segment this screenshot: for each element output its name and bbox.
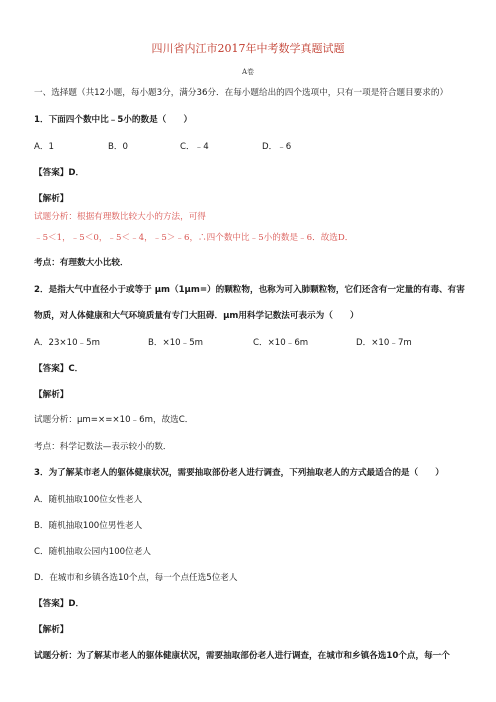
q1-answer: 【答案】D． [34, 168, 85, 178]
q2-analysis-label: 【解析】 [34, 390, 69, 400]
q1-option-a: A．1 [34, 142, 54, 152]
q1-analysis-line-1: 试题分析：根据有理数比较大小的方法，可得 [34, 212, 206, 222]
q1-analysis-line-2: ﹣5＜1，﹣5＜0，﹣5＜﹣4，﹣5＞﹣6，∴四个数中比﹣5小的数是﹣6．故选D． [34, 233, 354, 243]
q3-analysis-line-1: 试题分析：为了解某市老人的躯体健康状况，需要抽取部份老人进行调查，在城市和乡镇各选10个点，每一个 [34, 651, 450, 661]
q1-option-b: B．0 [108, 142, 128, 152]
page-title: 四川省内江市2017年中考数学真题试题 [151, 42, 345, 55]
q1-option-d: D．﹣6 [262, 142, 292, 152]
q2-option-a: A．23×10﹣5m [34, 338, 100, 348]
q1-kaodian: 考点：有理数大小比较． [34, 258, 129, 268]
section-heading: 一、选择题（共12小题，每小题3分，满分36分．在每小题给出的四个选项中，只有一项是符合题目要求的） [34, 88, 449, 98]
q3-answer: 【答案】D． [34, 599, 85, 609]
q3-option-b: B．随机抽取100位男性老人 [34, 521, 143, 531]
q3-option-d: D．在城市和乡镇各选10个点，每一个点任选5位老人 [34, 573, 238, 583]
q2-answer: 【答案】C． [34, 364, 84, 374]
q2-option-b: B．×10﹣5m [148, 338, 204, 348]
q3-stem: 3．为了解某市老人的躯体健康状况，需要抽取部份老人进行调查，下列抽取老人的方式最适合的是（ ） [34, 468, 444, 478]
q1-analysis-label: 【解析】 [34, 194, 69, 204]
q2-analysis-line-1: 试题分析：μm=×=×10﹣6m，故选C． [34, 415, 194, 425]
q3-option-c: C．随机抽取公园内100位老人 [34, 547, 151, 557]
q2-option-c: C．×10﹣6m [253, 338, 309, 348]
q1-stem: 1．下面四个数中比﹣5小的数是（ ） [34, 115, 193, 125]
q3-analysis-label: 【解析】 [34, 625, 69, 635]
q2-stem-line-2: 物质，对人体健康和大气环境质量有专门大阻碍．μm用科学记数法可表示为（ ） [34, 311, 359, 321]
q2-option-d: D．×10﹣7m [356, 338, 412, 348]
q3-option-a: A．随机抽取100位女性老人 [34, 495, 143, 505]
q1-option-c: C．﹣4 [180, 142, 209, 152]
q2-stem-line-1: 2．是指大气中直径小于或等于 μm（1μm=）的颗粒物，也称为可入肺颗粒物，它们还含有一定量的有毒、有害 [34, 285, 465, 295]
q2-kaodian: 考点：科学记数法—表示较小的数． [34, 442, 172, 452]
paper-section-a: A卷 [241, 68, 255, 76]
